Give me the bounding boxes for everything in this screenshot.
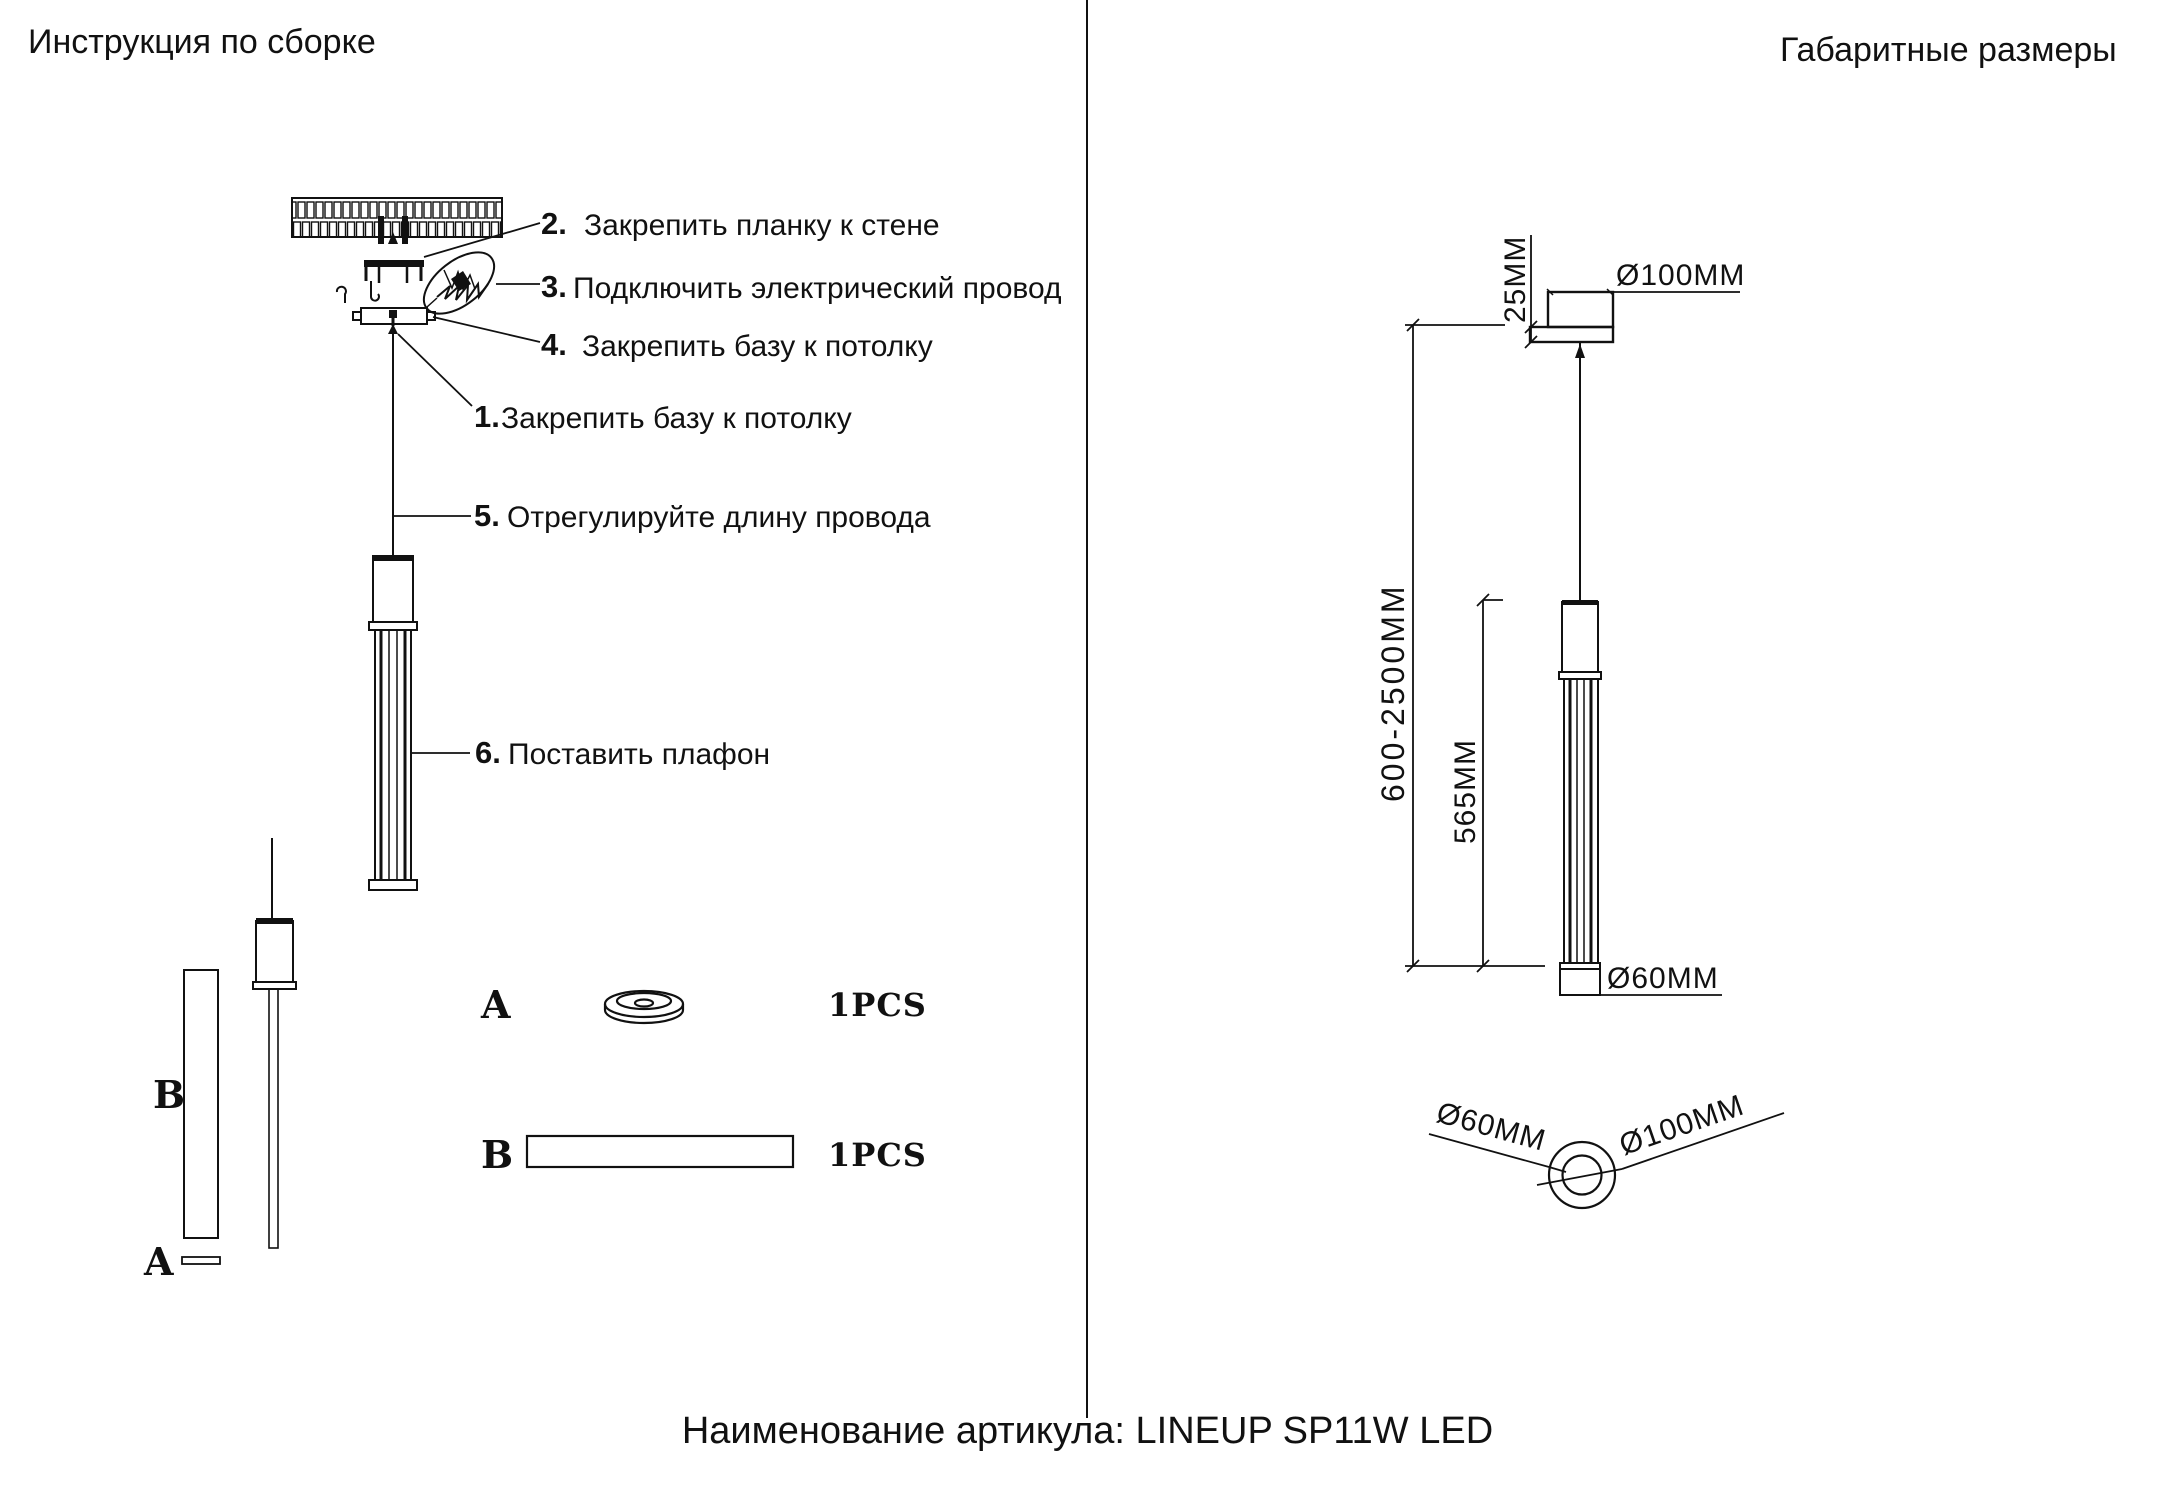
arrow-up-icon [388,324,398,334]
part-b-bar [527,1136,793,1167]
step-leader-lines [394,223,540,753]
exploded-view [182,838,296,1264]
part-a-qty: 1PCS [828,986,927,1024]
left-title: Инструкция по сборке [28,23,376,61]
mounting-bracket [364,260,424,283]
right-title: Габаритные размеры [1780,31,2117,69]
article-name: Наименование артикула: LINEUP SP11W LED [681,1410,1494,1452]
step-1-number: 1. [474,399,500,434]
dim-shade-length-label: 565MM [1449,738,1482,844]
arrow-up-icon [1575,344,1585,358]
step-2-number: 2. [541,206,567,241]
step-3-number: 3. [541,269,567,304]
wall-hatch [292,198,502,244]
step-2-text: Закрепить планку к стене [584,209,940,242]
part-b-qty: 1PCS [828,1136,927,1174]
dim-bottom-canopy-dia-label: Ø100MM [1615,1088,1749,1162]
step-6-text: Поставить плафон [508,738,771,771]
dim-canopy-height-label: 25MM [1499,235,1532,323]
canopy [1530,289,1613,342]
part-a-label: A [481,982,511,1027]
dim-canopy-dia-label: Ø100MM [1616,259,1746,292]
step-5-text: Отрегулируйте длину провода [507,501,931,534]
dim-overall-height [1405,319,1545,972]
ceiling-base [353,308,435,334]
step-3-text: Подключить электрический провод [573,272,1062,305]
part-b-label: B [481,1132,514,1177]
dim-shade-dia-label: Ø60MM [1607,962,1719,995]
step-4-number: 4. [541,327,567,362]
step-1-text: Закрепить базу к потолку [501,402,852,435]
step-4-text: Закрепить базу к потолку [582,330,933,363]
hook-parts [337,281,379,303]
step-6-number: 6. [475,735,501,770]
pendant-shade-right [1559,600,1601,995]
dim-overall-height-label: 600-2500MM [1375,583,1411,802]
exploded-label-b: B [153,1072,186,1117]
step-5-number: 5. [474,498,500,533]
suspension-wire-right [1575,342,1585,600]
part-a-ring [605,991,683,1023]
dim-bottom-shade-dia-label: Ø60MM [1433,1096,1550,1158]
pendant-shade [369,555,417,890]
exploded-label-a: A [144,1239,174,1284]
